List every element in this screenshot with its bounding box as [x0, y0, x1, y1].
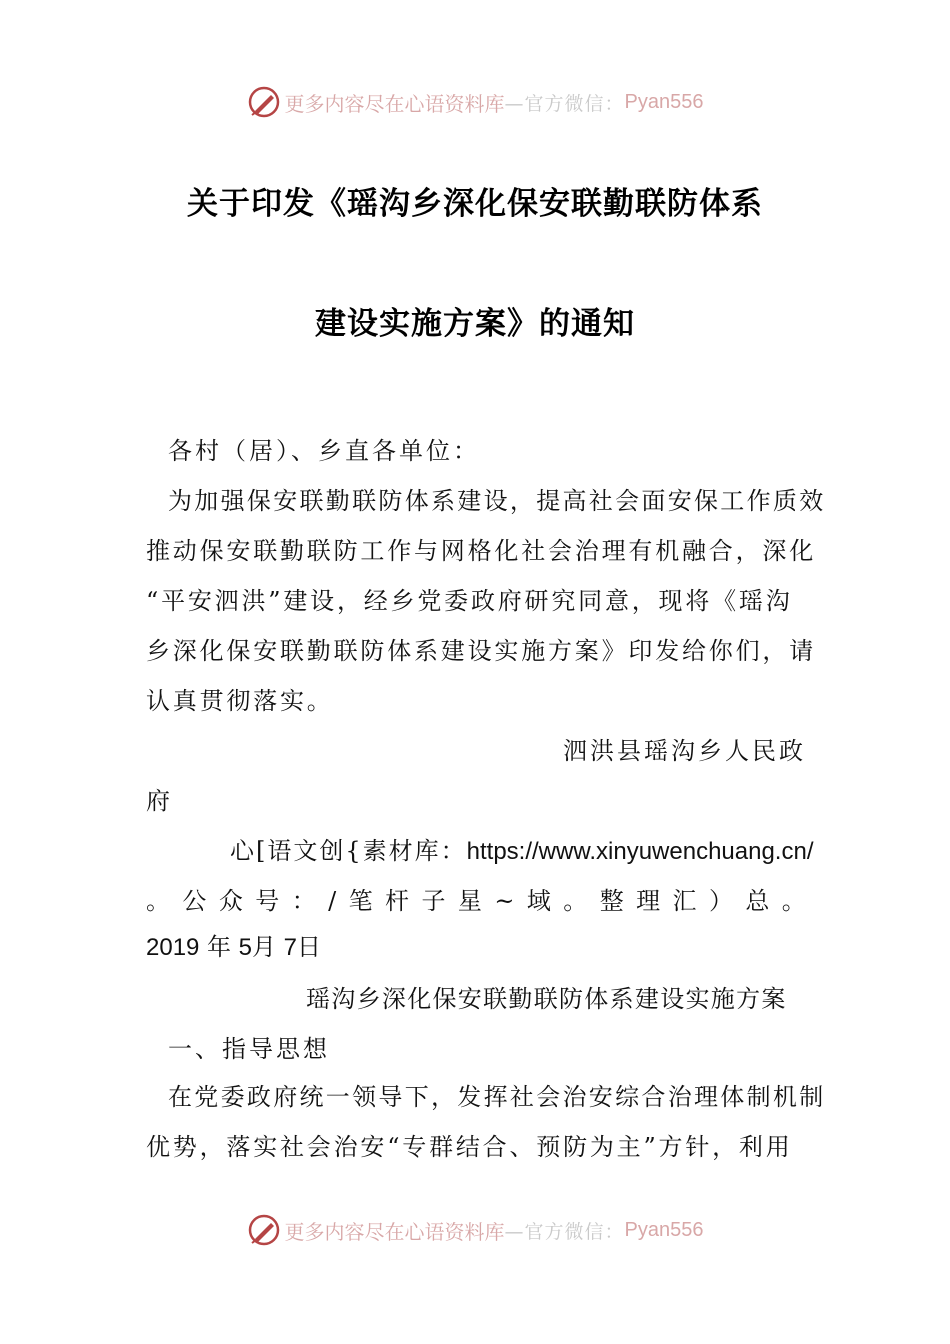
date-month: 5 [238, 934, 253, 961]
date-year-unit: 年 [207, 933, 232, 961]
char: 整 [599, 887, 624, 915]
char: 理 [636, 887, 661, 915]
watermark-wechat-id: Pyan556 [624, 90, 704, 113]
watermark-banner-top [0, 82, 950, 122]
char: 汇 [672, 887, 697, 915]
char: ： [291, 887, 316, 915]
document-title-line-2: 建设实施方案》的通知 [315, 306, 635, 342]
watermark-wechat-label: —官方微信： [504, 92, 625, 115]
char: 众 [218, 887, 243, 915]
body-line-1: 为加强保安联勤联防体系建设，提高社会面安保工作质效 [168, 487, 826, 515]
char: 公 [182, 887, 207, 915]
char: 。 [146, 887, 170, 915]
source-url: https://www.xinyuwenchuang.cn/ [466, 838, 814, 865]
char: 域 [526, 887, 551, 915]
signature-line-2: 府 [146, 787, 170, 815]
char: ） [708, 887, 733, 915]
date-day-unit: 日 [297, 933, 322, 961]
date-day: 7 [283, 934, 298, 961]
char: 。 [781, 887, 806, 915]
section-1-line-1: 在党委政府统一领导下，发挥社会治安综合治理体制机制 [168, 1083, 826, 1111]
document-title-line-1: 关于印发《瑶沟乡深化保安联勤联防体系 [187, 186, 763, 222]
char: / [328, 887, 337, 915]
pen-logo-icon [247, 85, 281, 119]
salutation: 各村（居）、乡直各单位： [168, 437, 480, 465]
watermark-wechat-label: —官方微信： [504, 1220, 625, 1243]
body-line-4: 乡深化保安联勤联防体系建设实施方案》印发给你们，请 [146, 637, 816, 665]
char: 。 [563, 887, 588, 915]
section-1-line-2: 优势，落实社会治安“专群结合、预防为主”方针，利用 [146, 1133, 793, 1161]
source-line [230, 836, 814, 867]
section-1-heading: 一、指导思想 [168, 1035, 330, 1063]
date-year: 2019 [146, 934, 200, 961]
date [146, 932, 321, 963]
plan-title: 瑶沟乡深化保安联勤联防体系建设实施方案 [306, 985, 787, 1013]
body-line-2: 推动保安联勤联防工作与网格化社会治理有机融合，深化 [146, 537, 816, 565]
watermark-text: 更多内容尽在心语资料库 [284, 91, 505, 116]
char: 星 [457, 887, 482, 915]
char: ~ [494, 887, 515, 915]
char: 总 [745, 887, 770, 915]
watermark-text: 更多内容尽在心语资料库 [284, 1219, 505, 1244]
body-line-3: “平安泗洪”建设，经乡党委政府研究同意，现将《瑶沟 [146, 587, 793, 615]
char: 子 [421, 887, 446, 915]
char: 号 [255, 887, 280, 915]
body-line-5: 认真贯彻落实。 [146, 687, 334, 715]
date-month-unit: 月 [252, 933, 277, 961]
source-public-account [146, 886, 806, 916]
char: 杆 [385, 887, 410, 915]
char: 笔 [348, 887, 373, 915]
watermark-banner-bottom [0, 1210, 950, 1250]
signature-line-1: 泗洪县瑶沟乡人民政 [563, 737, 806, 765]
pen-logo-icon [247, 1213, 281, 1247]
watermark-wechat-id: Pyan556 [624, 1218, 704, 1241]
source-prefix: 心[语文创{素材库： [230, 837, 467, 865]
